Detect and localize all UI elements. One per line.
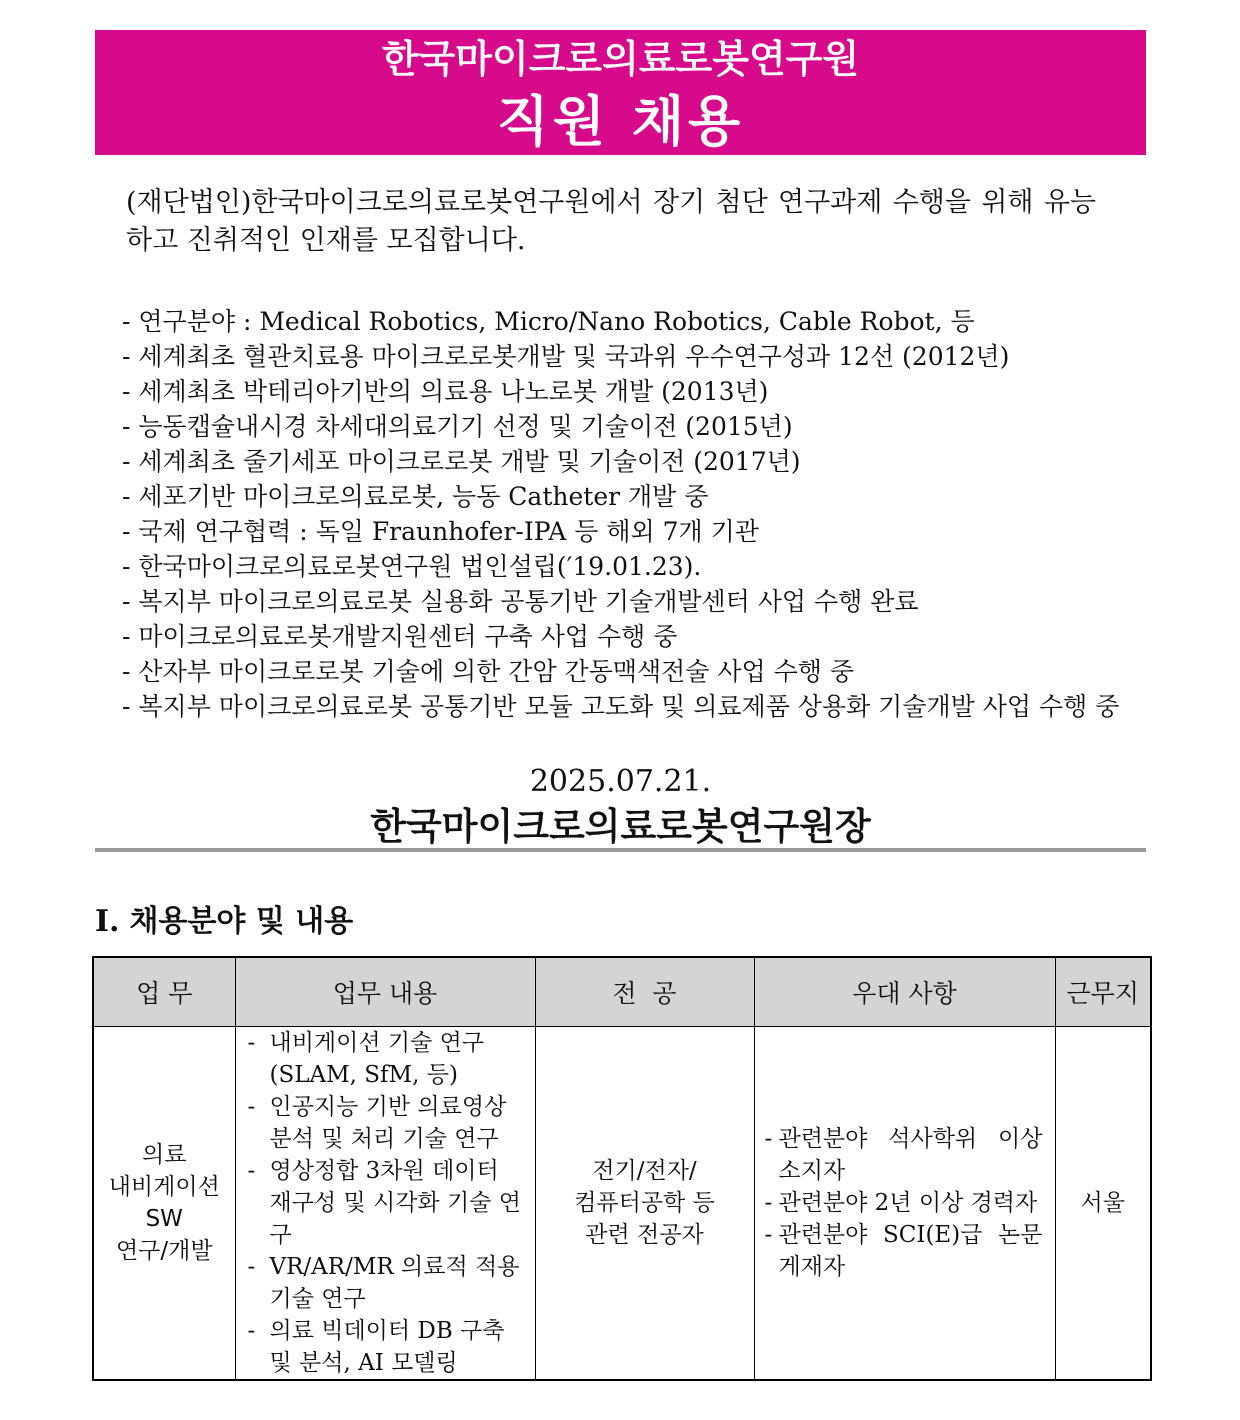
header-duties: 업무 내용 — [235, 957, 535, 1027]
highlight-item: - 국제 연구협력 : 독일 Fraunhofer-IPA 등 해외 7개 기관 — [122, 514, 1122, 549]
duty-item: - 인공지능 기반 의료영상 분석 및 처리 기술 연구 — [248, 1091, 523, 1155]
header-location: 근무지 — [1055, 957, 1151, 1027]
major-line: 관련 전공자 — [585, 1222, 704, 1248]
banner-title: 직원 채용 — [496, 90, 745, 153]
field-line: 내비게이션 — [108, 1174, 220, 1200]
field-line: 의료 — [142, 1142, 187, 1168]
section-title: 채용분야 및 내용 — [129, 904, 354, 939]
highlight-item: - 세계최초 혈관치료용 마이크로로봇개발 및 국과위 우수연구성과 12선 (2012년) — [122, 339, 1122, 374]
duty-item: - 영상정합 3차원 데이터 재구성 및 시각화 기술 연구 — [248, 1155, 523, 1251]
highlight-item: - 마이크로의료로봇개발지원센터 구축 사업 수행 중 — [122, 619, 1122, 654]
highlight-item: - 세계최초 박테리아기반의 의료용 나노로봇 개발 (2013년) — [122, 374, 1122, 409]
highlight-item: - 산자부 마이크로로봇 기술에 의한 간암 간동맥색전술 사업 수행 중 — [122, 654, 1122, 689]
section-number: Ⅰ. — [95, 904, 120, 939]
major-line: 전기/전자/ — [592, 1158, 697, 1184]
duty-item: - VR/AR/MR 의료적 적용 기술 연구 — [248, 1251, 523, 1315]
highlight-item: - 연구분야 : Medical Robotics, Micro/Nano Robotics, Cable Robot, 등 — [122, 304, 1122, 339]
preferences-list — [755, 1123, 1055, 1283]
field-line: 연구/개발 — [115, 1238, 213, 1264]
cell-field — [93, 1027, 235, 1381]
field-line: SW — [145, 1206, 183, 1232]
intro-paragraph: (재단법인)한국마이크로의료로봇연구원에서 장기 첨단 연구과제 수행을 위해 유능하고 진취적인 인재를 모집합니다. — [126, 187, 1096, 256]
highlight-item: - 세계최초 줄기세포 마이크로로봇 개발 및 기술이전 (2017년) — [122, 444, 1122, 479]
duty-item: - 의료 빅데이터 DB 구축 및 분석, AI 모델링 — [248, 1315, 523, 1379]
table-header-row — [93, 957, 1151, 1027]
recruitment-table — [92, 956, 1152, 1381]
preference-item: - 관련분야 SCI(E)급 논문 게재자 — [765, 1219, 1043, 1283]
highlight-item: - 세포기반 마이크로의료로봇, 능동 Catheter 개발 중 — [122, 479, 1122, 514]
cell-major — [535, 1027, 754, 1381]
header-major: 전 공 — [535, 957, 754, 1027]
signer-title: 한국마이크로의료로봇연구원장 — [370, 805, 871, 848]
highlight-item: - 복지부 마이크로의료로봇 실용화 공통기반 기술개발센터 사업 수행 완료 — [122, 584, 1122, 619]
cell-duties — [235, 1027, 535, 1381]
highlight-item: - 복지부 마이크로의료로봇 공통기반 모듈 고도화 및 의료제품 상용화 기술개발 사업 수행 중 — [122, 689, 1122, 724]
table-row — [93, 1027, 1151, 1381]
major-line: 컴퓨터공학 등 — [574, 1190, 715, 1216]
duties-list — [236, 1027, 535, 1379]
preference-item: - 관련분야 2년 이상 경력자 — [765, 1187, 1043, 1219]
header-preferences: 우대 사항 — [754, 957, 1055, 1027]
announcement-date: 2025.07.21. — [529, 764, 712, 799]
duty-item: - 내비게이션 기술 연구 (SLAM, SfM, 등) — [248, 1027, 523, 1091]
recruitment-banner — [95, 30, 1146, 155]
highlight-item: - 능동캡슐내시경 차세대의료기기 선정 및 기술이전 (2015년) — [122, 409, 1122, 444]
cell-preferences — [754, 1027, 1055, 1381]
cell-location: 서울 — [1055, 1027, 1151, 1381]
highlight-item: - 한국마이크로의료로봇연구원 법인설립(′19.01.23). — [122, 549, 1122, 584]
highlights-list — [122, 304, 1122, 724]
header-field: 업 무 — [93, 957, 235, 1027]
banner-organization: 한국마이크로의료로봇연구원 — [381, 37, 860, 81]
section-heading — [95, 902, 353, 942]
divider — [95, 848, 1146, 852]
preference-item: - 관련분야 석사학위 이상 소지자 — [765, 1123, 1043, 1187]
